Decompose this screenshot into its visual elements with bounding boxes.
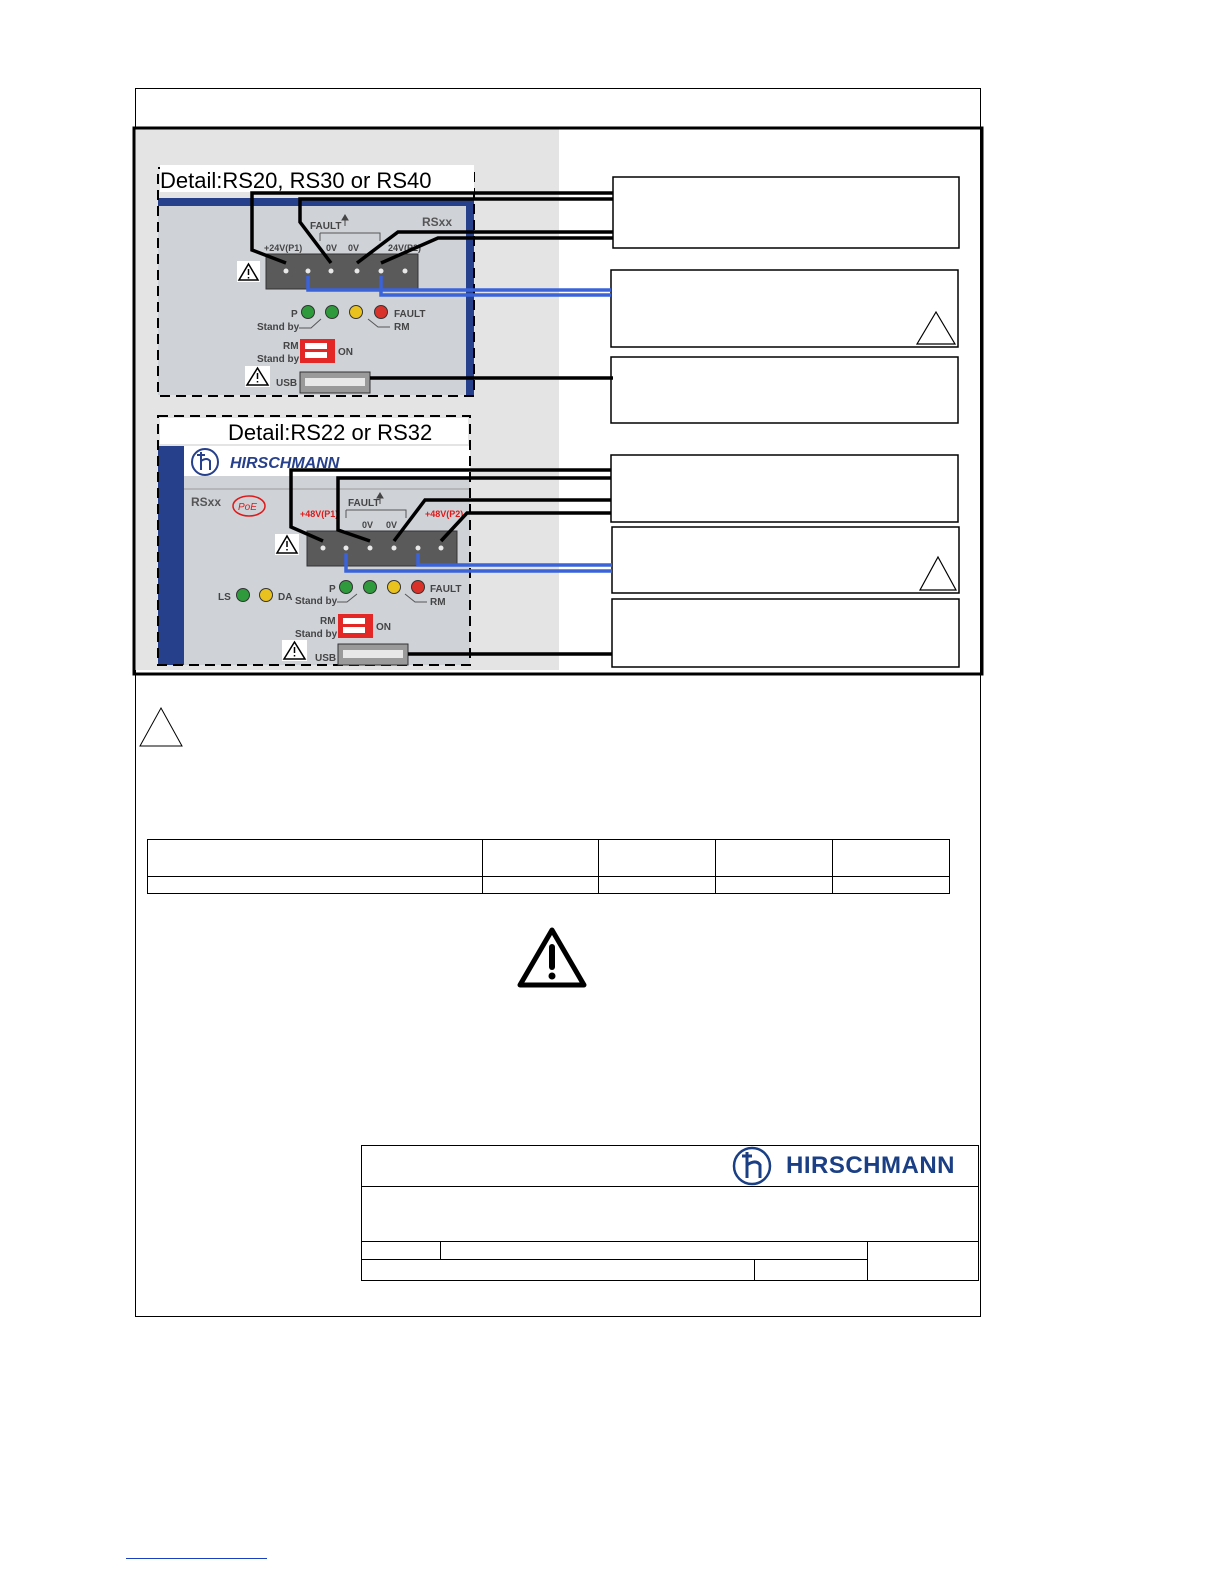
callout-box-2: [611, 270, 958, 347]
table-row: [148, 877, 950, 894]
top-led-fault-red: [375, 306, 388, 319]
title-block-cell: [441, 1242, 868, 1260]
title-block-cell: [755, 1260, 868, 1280]
bottom-led-standby-label: Stand by: [295, 596, 338, 607]
bottom-usb-label: USB: [315, 653, 337, 664]
bottom-led-standby: [364, 581, 377, 594]
top-usb-slot: [305, 378, 365, 386]
note-warning-icon: [137, 705, 185, 749]
top-dip-switch: [300, 339, 335, 363]
top-terminal-warning-icon: [237, 261, 260, 282]
top-p2-label: 24V(P2): [388, 243, 422, 253]
top-0v-label-1: 0V: [326, 243, 338, 253]
large-warning-icon: [515, 925, 589, 989]
table-cell: [599, 840, 716, 877]
table-row: [148, 840, 950, 877]
bottom-led-da: [260, 589, 273, 602]
top-p1-label: +24V(P1): [264, 243, 303, 253]
title-block: [361, 1145, 979, 1281]
callout-box-1: [613, 177, 959, 248]
top-0v-label-2: 0V: [348, 243, 360, 253]
bottom-usb-warning-icon: [282, 640, 307, 661]
bottom-dip-lever-1: [343, 618, 365, 624]
callout-box-4: [611, 455, 958, 522]
bottom-led-ls: [237, 589, 250, 602]
hirschmann-logo-icon: [730, 1146, 774, 1187]
bottom-detail-title: Detail:RS22 or RS32: [228, 420, 433, 445]
callout-box-6: [612, 599, 959, 667]
top-usb-label: USB: [276, 378, 298, 389]
callout-box-3: [611, 357, 958, 423]
title-block-brand: HIRSCHMANN: [786, 1152, 955, 1179]
table-cell: [483, 877, 599, 894]
title-block-body: [362, 1187, 978, 1242]
bottom-led-fault-red: [412, 581, 425, 594]
bottom-switch-standby-label: Stand by: [295, 629, 338, 640]
top-led-fault-yellow: [350, 306, 363, 319]
bottom-model-label: RSxx: [191, 495, 222, 509]
bottom-led-rm-label: RM: [430, 597, 446, 608]
bottom-led-fault-yellow: [388, 581, 401, 594]
top-led-standby-label: Stand by: [257, 322, 300, 333]
footer-link-underline: [126, 1558, 267, 1559]
table-cell: [716, 877, 833, 894]
top-dip-lever-1: [305, 343, 327, 349]
top-led-p-label: P: [291, 309, 298, 320]
top-switch-on-label: ON: [338, 347, 353, 358]
bottom-device-frame-left: [158, 446, 184, 665]
top-dip-lever-2: [305, 352, 327, 358]
table-cell: [148, 840, 483, 877]
top-switch-standby-label: Stand by: [257, 354, 300, 365]
bottom-led-fault-label: FAULT: [430, 584, 462, 595]
table-cell: [833, 877, 950, 894]
top-detail-title: Detail:RS20, RS30 or RS40: [160, 168, 432, 193]
top-usb-warning-icon: [245, 366, 270, 387]
title-block-cell: [362, 1260, 755, 1280]
bottom-fault-label: FAULT: [348, 498, 380, 509]
top-led-rm-label: RM: [394, 322, 410, 333]
svg-text:PoE: PoE: [238, 502, 257, 513]
bottom-brand: HIRSCHMANN: [230, 455, 340, 472]
top-led-standby: [326, 306, 339, 319]
top-led-p: [302, 306, 315, 319]
bottom-dip-lever-2: [343, 627, 365, 633]
table-cell: [599, 877, 716, 894]
table-cell: [716, 840, 833, 877]
bottom-led-ls-label: LS: [218, 592, 231, 603]
bottom-led-p-label: P: [329, 584, 336, 595]
bottom-switch-on-label: ON: [376, 622, 391, 633]
top-terminal-block: [266, 254, 418, 289]
bottom-usb-slot: [343, 650, 403, 658]
bottom-0v-label-1: 0V: [362, 520, 374, 530]
bottom-p2-label: +48V(P2): [425, 509, 464, 519]
top-switch-rm-label: RM: [283, 341, 299, 352]
spec-table: [147, 839, 950, 894]
wiring-diagram: [0, 0, 1224, 700]
callout-box-5: [612, 527, 959, 593]
bottom-dip-switch: [338, 614, 373, 638]
bottom-switch-rm-label: RM: [320, 616, 336, 627]
title-block-cell: [362, 1242, 441, 1260]
top-fault-label: FAULT: [310, 221, 342, 232]
table-cell: [148, 877, 483, 894]
bottom-0v-label-2: 0V: [386, 520, 398, 530]
table-cell: [483, 840, 599, 877]
bottom-led-p: [340, 581, 353, 594]
bottom-terminal-warning-icon: [275, 534, 299, 555]
bottom-led-da-label: DA: [278, 592, 293, 603]
bottom-terminal-block: [307, 531, 457, 566]
top-model-label: RSxx: [422, 215, 453, 229]
bottom-p1-label: +48V(P1): [300, 509, 339, 519]
table-cell: [833, 840, 950, 877]
top-led-fault-label: FAULT: [394, 309, 426, 320]
